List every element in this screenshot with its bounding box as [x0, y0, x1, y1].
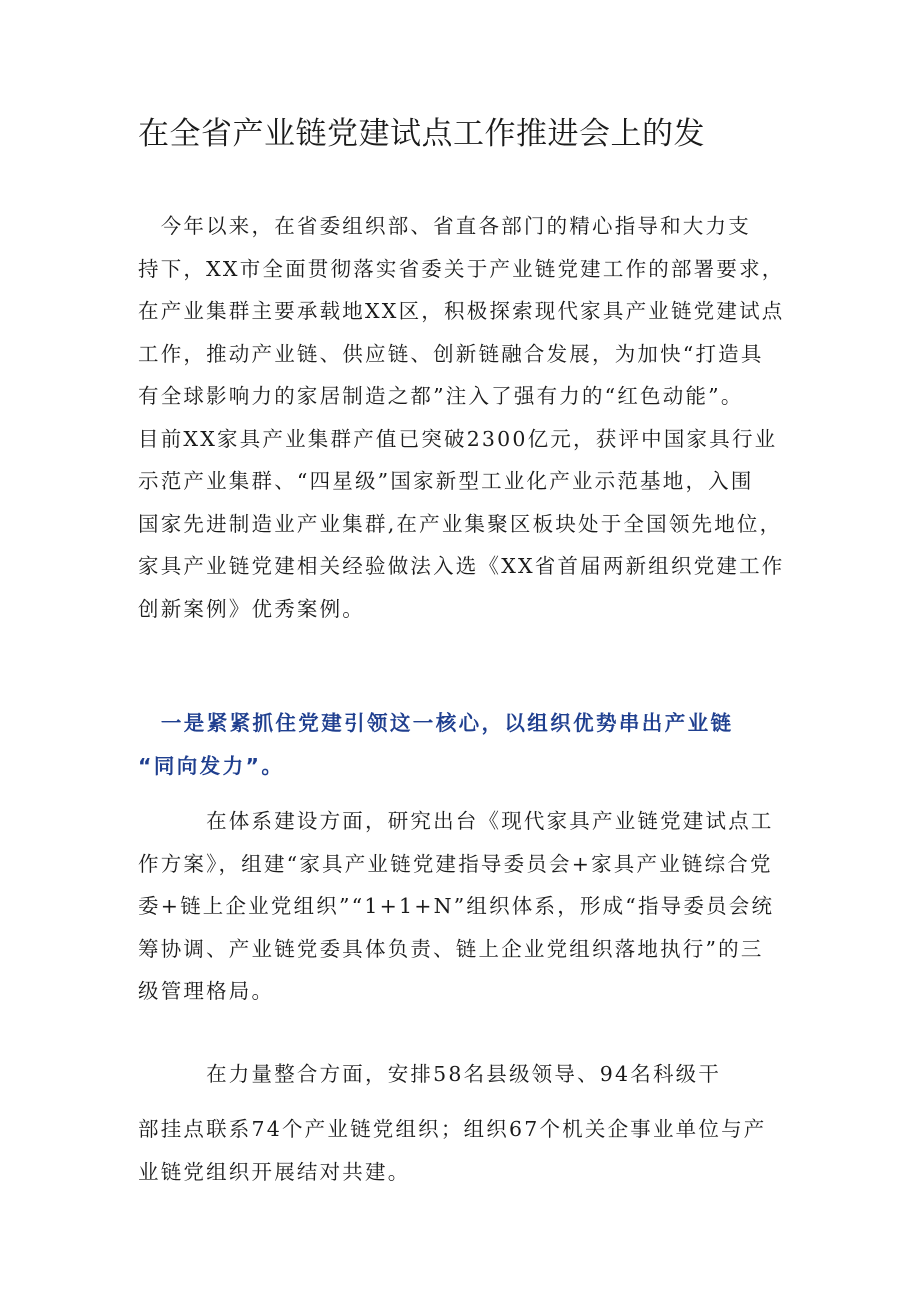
force-line: 部挂点联系74个产业链党组织；组织67个机关企事业单位与产 [138, 1117, 767, 1141]
intro-paragraph [138, 205, 798, 630]
intro-line: 今年以来，在省委组织部、省直各部门的精心指导和大力支 [138, 214, 751, 238]
heading-line: 一是紧紧抓住党建引领这一核心，以组织优势串出产业链 [138, 711, 734, 735]
system-line: 级管理格局。 [138, 979, 275, 1003]
document-title: 在全省产业链党建试点工作推进会上的发 [138, 116, 705, 152]
system-line: 筹协调、产业链党委具体负责、链上企业党组织落地执行”的三 [138, 936, 764, 961]
intro-line: 示范产业集群、“四星级”国家新型工业化产业示范基地，入围 [138, 469, 754, 493]
system-paragraph [138, 800, 798, 1013]
system-line: 作方案》，组建“家具产业链党建指导委员会+家具产业链综合党 [138, 851, 773, 876]
heading-line: “同向发力”。 [138, 753, 285, 778]
intro-line: 在产业集群主要承载地XX区，积极探索现代家具产业链党建试点 [138, 299, 785, 323]
force-line: 业链党组织开展结对共建。 [138, 1159, 411, 1184]
intro-line: 持下，XX市全面贯彻落实省委关于产业链党建工作的部署要求， [138, 256, 785, 281]
intro-line: 家具产业链党建相关经验做法入选《XX省首届两新组织党建工作 [138, 554, 785, 578]
system-line: 委+链上企业党组织”“1+1+N”组织体系，形成“指导委员会统 [138, 894, 775, 918]
intro-line: 创新案例》优秀案例。 [138, 596, 365, 621]
force-paragraph-first [138, 1053, 798, 1096]
intro-line: 国家先进制造业产业集群,在产业集聚区板块处于全国领先地位， [138, 511, 783, 536]
section-heading [138, 702, 798, 787]
force-line: 在力量整合方面，安排58名县级领导、94名科级干 [138, 1062, 722, 1086]
intro-line: 工作，推动产业链、供应链、创新链融合发展，为加快“打造具 [138, 341, 764, 366]
intro-line: 有全球影响力的家居制造之都”注入了强有力的“红色动能”。 [138, 384, 744, 408]
force-paragraph-rest [138, 1108, 798, 1193]
intro-line: 目前XX家具产业集群产值已突破2300亿元，获评中国家具行业 [138, 426, 778, 451]
system-line: 在体系建设方面，研究出台《现代家具产业链党建试点工 [138, 809, 774, 833]
